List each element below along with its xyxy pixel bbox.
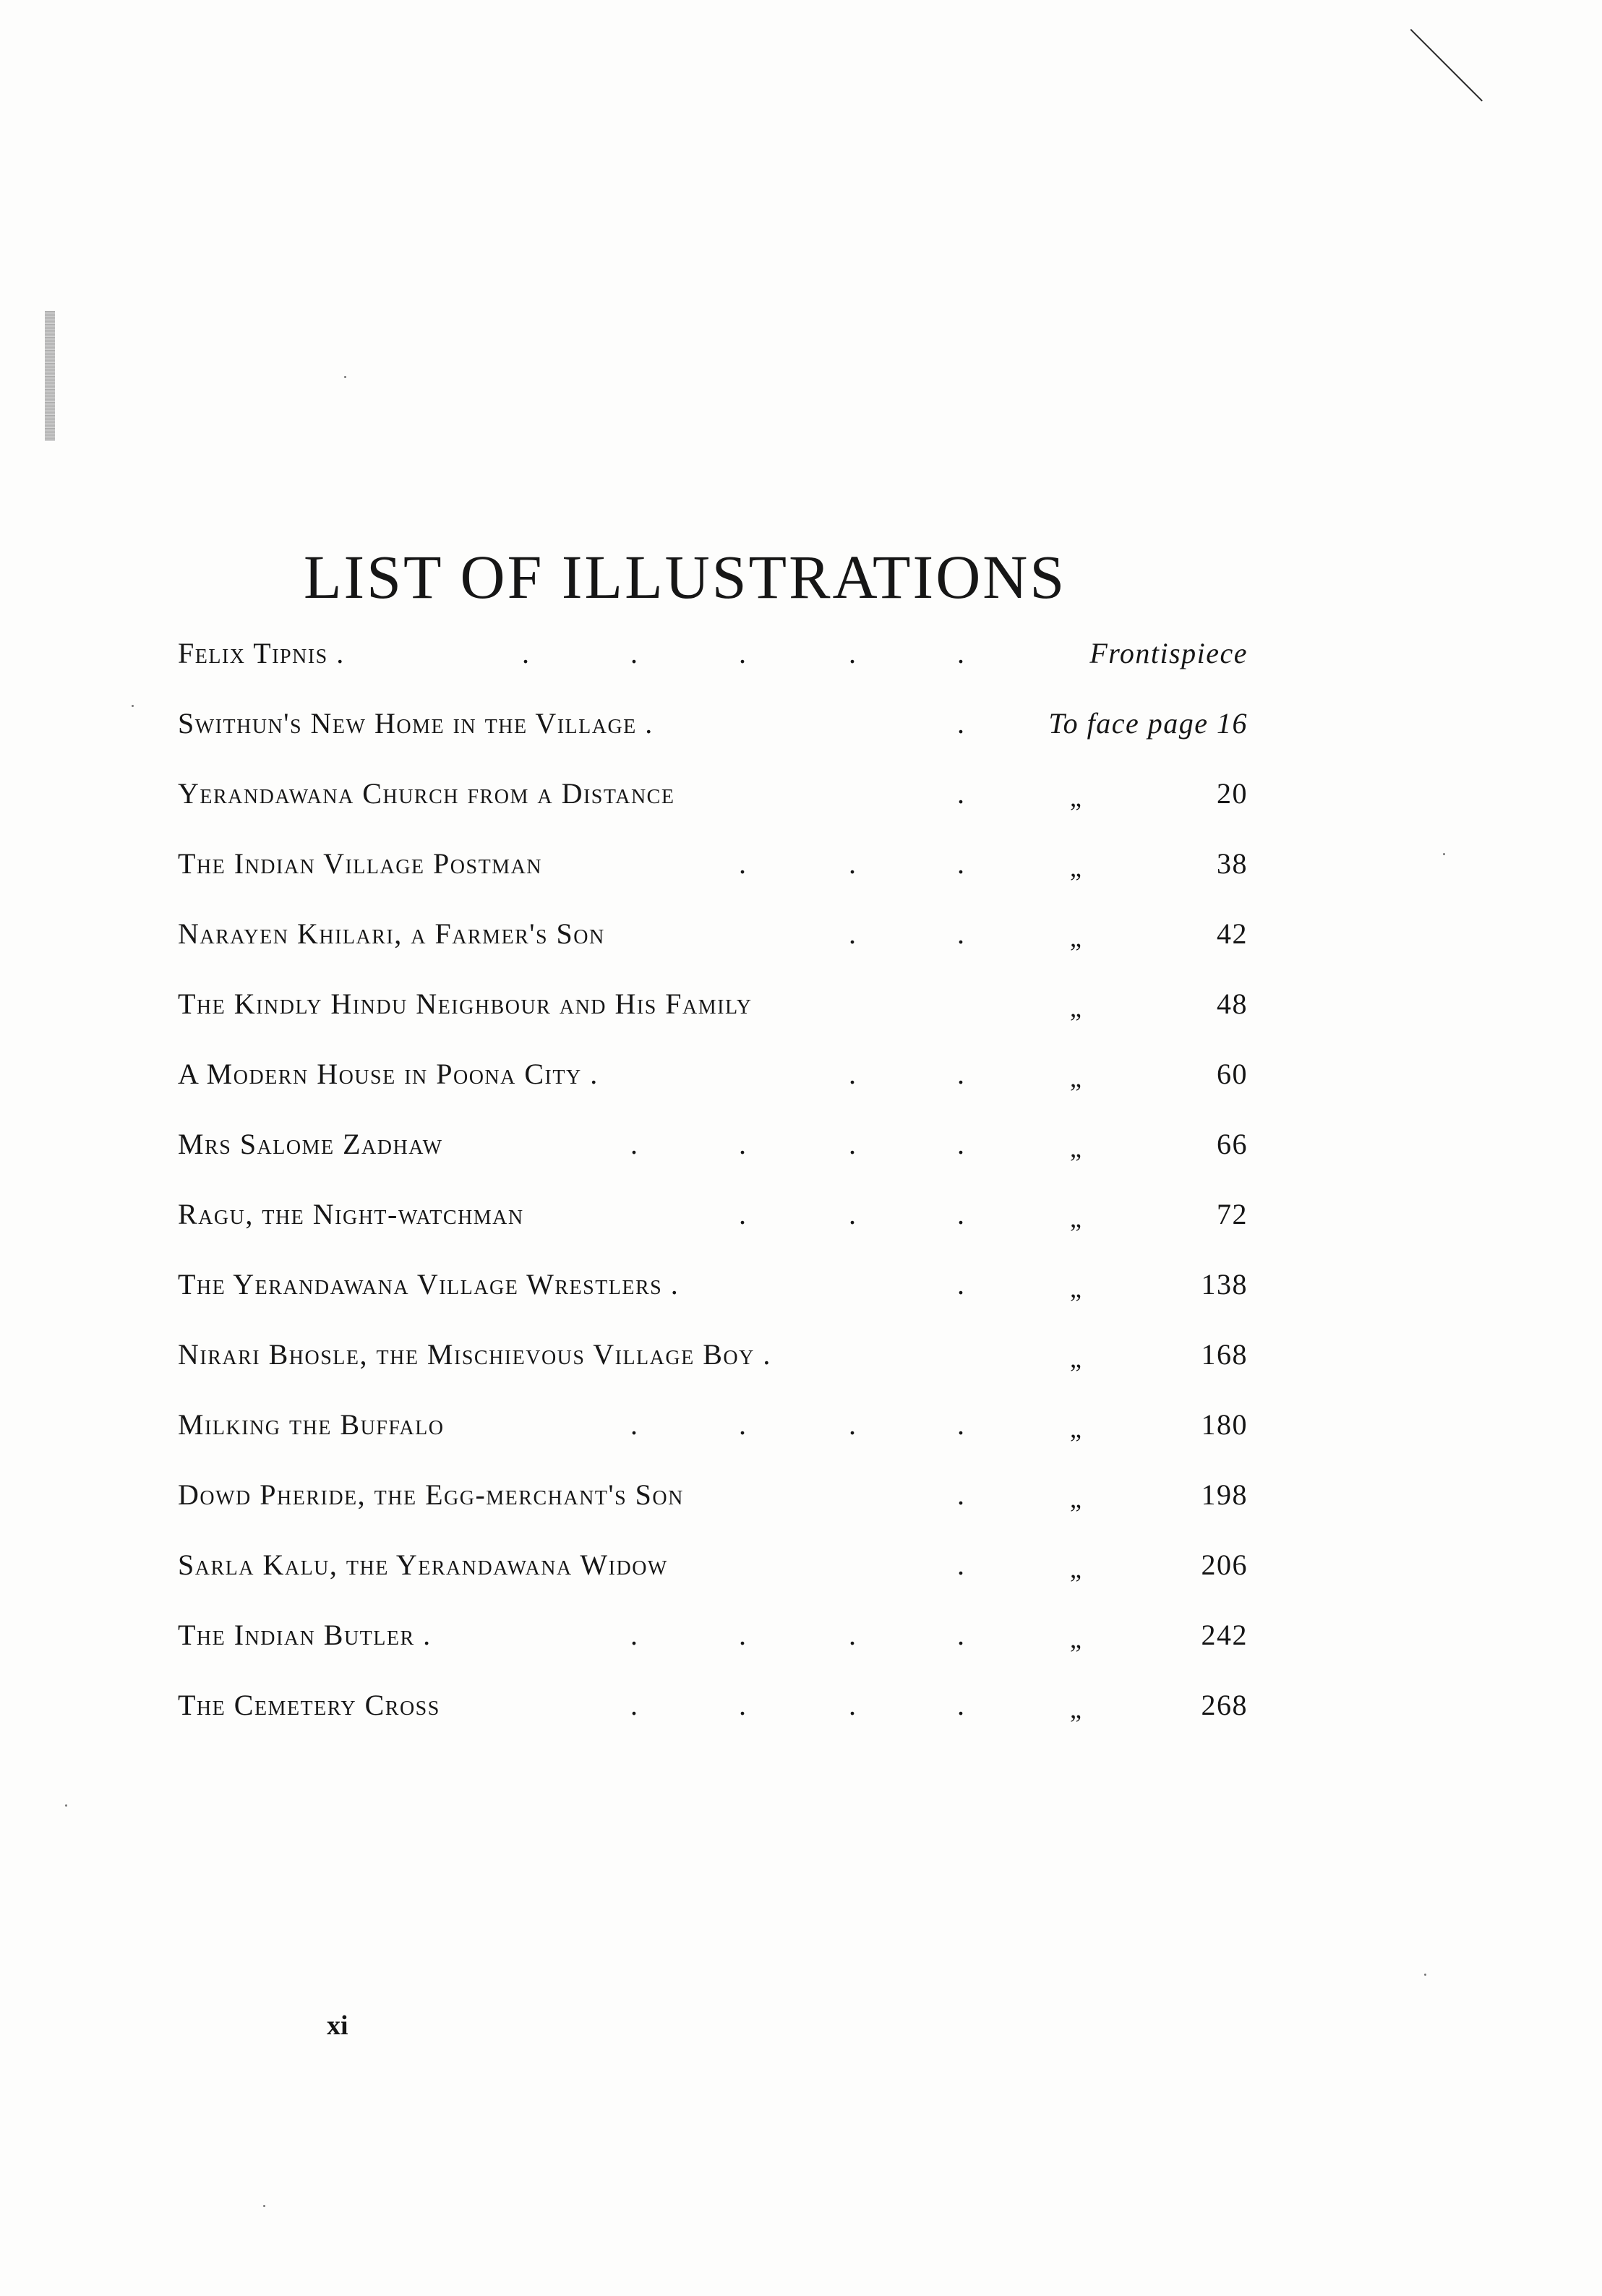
page-number: 38 <box>1217 847 1248 880</box>
page-number: 198 <box>1201 1478 1248 1511</box>
illustration-title: The Indian Butler . <box>178 1619 432 1651</box>
illustration-entry <box>178 1127 1248 1197</box>
leader-dot: . <box>849 1198 857 1230</box>
illustration-entry <box>178 1057 1248 1127</box>
ditto-mark: „ <box>1070 1695 1083 1723</box>
illustration-title: Narayen Khilari, a Farmer's Son <box>178 917 605 950</box>
leader-dot: . <box>630 1408 639 1441</box>
page-number: 168 <box>1201 1338 1248 1371</box>
illustration-entry <box>178 847 1248 917</box>
leader-dot: . <box>630 637 639 669</box>
leader-dot: . <box>849 637 857 669</box>
illustration-entry <box>178 1197 1248 1267</box>
illustration-title: Yerandawana Church from a Distance <box>178 777 675 810</box>
illustration-entry <box>178 917 1248 987</box>
leader-dot: . <box>957 1268 966 1301</box>
page-number: 20 <box>1217 777 1248 810</box>
page-number: 138 <box>1201 1268 1248 1301</box>
page-number: 180 <box>1201 1408 1248 1441</box>
illustration-title: A Modern House in Poona City . <box>178 1058 599 1090</box>
ditto-mark: „ <box>1070 1624 1083 1653</box>
illustration-title: The Yerandawana Village Wrestlers . <box>178 1268 680 1301</box>
illustration-entry <box>178 1478 1248 1548</box>
leader-dot: . <box>849 1619 857 1651</box>
illustration-entry <box>178 1408 1248 1478</box>
ditto-mark: „ <box>1070 993 1083 1022</box>
leader-dot: . <box>739 1128 748 1160</box>
page-number: 72 <box>1217 1198 1248 1230</box>
illustrations-list <box>178 636 1248 1758</box>
ditto-mark: „ <box>1070 783 1083 812</box>
illustration-title: Nirari Bhosle, the Mischievous Village Boy . <box>178 1338 771 1371</box>
paper-speck <box>344 376 346 378</box>
illustration-entry <box>178 987 1248 1057</box>
page-number: 242 <box>1201 1619 1248 1651</box>
paper-speck <box>132 705 134 707</box>
leader-dot: . <box>957 1408 966 1441</box>
leader-dot: . <box>957 1128 966 1160</box>
page-number: 66 <box>1217 1128 1248 1160</box>
paper-speck <box>1424 1974 1426 1976</box>
page-title: LIST OF ILLUSTRATIONS <box>304 541 1067 612</box>
binding-edge-shadow <box>45 311 55 441</box>
leader-dot: . <box>739 847 748 880</box>
illustration-title: Ragu, the Night-watchman <box>178 1198 524 1230</box>
leader-dot: . <box>957 637 966 669</box>
illustration-title: Dowd Pheride, the Egg-merchant's Son <box>178 1478 684 1511</box>
paper-speck <box>1443 853 1445 855</box>
ditto-mark: „ <box>1070 1344 1083 1373</box>
ditto-mark: „ <box>1070 1414 1083 1443</box>
page-number: 42 <box>1217 917 1248 950</box>
leader-dot: . <box>630 1128 639 1160</box>
leader-dot: . <box>849 1689 857 1721</box>
leader-dot: . <box>957 1619 966 1651</box>
leader-dot: . <box>739 1198 748 1230</box>
ditto-mark: „ <box>1070 1063 1083 1092</box>
leader-dot: . <box>957 847 966 880</box>
folio-number: xi <box>327 2010 348 2041</box>
illustration-title: The Kindly Hindu Neighbour and His Family <box>178 988 753 1020</box>
ditto-mark: „ <box>1070 853 1083 882</box>
leader-dot: . <box>957 1478 966 1511</box>
illustration-title: Swithun's New Home in the Village . <box>178 707 654 740</box>
leader-dot: . <box>957 1058 966 1090</box>
paper-speck <box>263 2205 265 2207</box>
ditto-mark: „ <box>1070 923 1083 952</box>
illustration-entry <box>178 1337 1248 1408</box>
leader-dot: . <box>957 1548 966 1581</box>
placement-caption: Frontispiece <box>1089 637 1248 669</box>
leader-dot: . <box>630 1619 639 1651</box>
illustration-title: The Indian Village Postman <box>178 847 543 880</box>
leader-dot: . <box>739 637 748 669</box>
leader-dot: . <box>630 1689 639 1721</box>
illustration-title: Felix Tipnis . <box>178 637 345 669</box>
illustration-title: The Cemetery Cross <box>178 1689 440 1721</box>
leader-dot: . <box>957 707 966 740</box>
leader-dot: . <box>849 1408 857 1441</box>
leader-dot: . <box>957 1198 966 1230</box>
page-number: 48 <box>1217 988 1248 1020</box>
illustration-title: Sarla Kalu, the Yerandawana Widow <box>178 1548 668 1581</box>
placement-caption: To face page 16 <box>1048 707 1248 740</box>
leader-dot: . <box>849 1058 857 1090</box>
leader-dot: . <box>849 1128 857 1160</box>
paper-speck <box>65 1804 67 1807</box>
page-number: 268 <box>1201 1689 1248 1721</box>
page-number: 60 <box>1217 1058 1248 1090</box>
leader-dot: . <box>957 917 966 950</box>
illustration-entry <box>178 1688 1248 1758</box>
corner-pen-mark <box>1410 29 1483 101</box>
illustration-entry <box>178 1548 1248 1618</box>
illustration-title: Milking the Buffalo <box>178 1408 445 1441</box>
leader-dot: . <box>739 1619 748 1651</box>
illustration-entry <box>178 1618 1248 1688</box>
leader-dot: . <box>739 1408 748 1441</box>
page-number: 206 <box>1201 1548 1248 1581</box>
leader-dot: . <box>957 777 966 810</box>
leader-dot: . <box>849 847 857 880</box>
ditto-mark: „ <box>1070 1484 1083 1513</box>
ditto-mark: „ <box>1070 1554 1083 1583</box>
illustration-title: Mrs Salome Zadhaw <box>178 1128 443 1160</box>
ditto-mark: „ <box>1070 1204 1083 1233</box>
leader-dot: . <box>849 917 857 950</box>
leader-dot: . <box>522 637 531 669</box>
leader-dot: . <box>957 1689 966 1721</box>
ditto-mark: „ <box>1070 1134 1083 1162</box>
illustration-entry <box>178 636 1248 706</box>
illustration-entry <box>178 706 1248 776</box>
leader-dot: . <box>739 1689 748 1721</box>
ditto-mark: „ <box>1070 1274 1083 1303</box>
illustration-entry <box>178 1267 1248 1337</box>
illustration-entry <box>178 776 1248 847</box>
